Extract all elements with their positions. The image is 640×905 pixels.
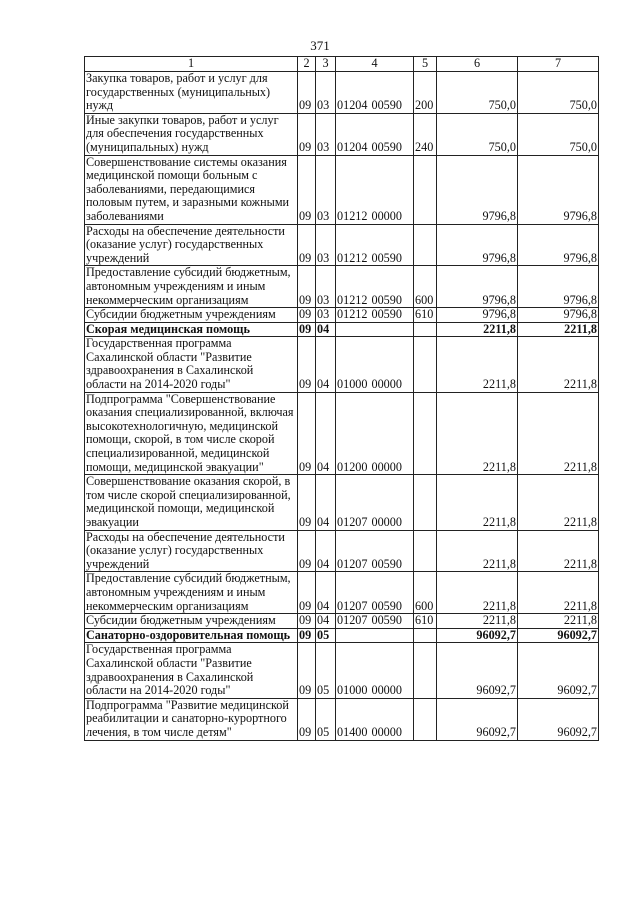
row-amount-col6: 750,0 [437,113,518,155]
row-section: 09 [298,643,316,698]
target-article-direction: 00000 [371,515,402,529]
row-expense-type: 240 [414,113,437,155]
target-article-program: 01204 [337,139,368,154]
row-subsection: 05 [316,698,336,740]
row-amount-col6: 9796,8 [437,266,518,308]
row-amount-col6: 9796,8 [437,155,518,224]
header-col-1: 1 [85,57,298,72]
row-target-article [336,643,414,698]
row-name: Предоставление субсидий бюджетным, автономным учреждениям и иным некоммерческим организациям [85,266,298,308]
target-article-direction: 00000 [371,377,402,392]
row-section: 09 [298,337,316,392]
target-article-direction: 00590 [371,598,402,613]
row-subsection: 05 [316,643,336,698]
table-row [85,113,599,155]
target-article-program: 01212 [337,292,368,307]
target-article-program: 01212 [337,307,368,322]
target-article-program: 01000 [337,683,368,698]
row-amount-col6: 750,0 [437,72,518,114]
target-article-program: 01207 [337,598,368,613]
target-article-direction: 00590 [371,613,402,628]
row-amount-col6: 2211,8 [437,475,518,530]
table-row [85,337,599,392]
row-amount-col6: 9796,8 [437,224,518,266]
target-article-direction: 00000 [371,459,402,474]
budget-table [84,56,599,741]
row-target-article [336,308,414,323]
row-subsection: 03 [316,155,336,224]
row-name: Государственная программа Сахалинской области "Развитие здравоохранения в Сахалинской области на 2014-2020 годы" [85,337,298,392]
row-expense-type [414,392,437,475]
row-amount-col6: 2211,8 [437,322,518,337]
header-row [85,57,599,72]
row-subsection: 03 [316,266,336,308]
table-row [85,628,599,643]
row-amount-col7: 2211,8 [518,572,599,614]
row-amount-col6: 9796,8 [437,308,518,323]
target-article-program: 01000 [337,377,368,392]
table-row [85,155,599,224]
row-section: 09 [298,530,316,572]
target-article-program: 01207 [337,613,368,628]
target-article-direction: 00590 [371,307,402,322]
row-name: Подпрограмма "Развитие медицинской реабилитации и санаторно-курортного лечения, в том числе детям" [85,698,298,740]
page-number: 371 [310,38,330,53]
row-amount-col6: 96092,7 [437,628,518,643]
row-section: 09 [298,155,316,224]
row-subsection: 04 [316,614,336,629]
row-target-article [336,572,414,614]
target-article-direction: 00000 [371,683,402,698]
row-target-article [336,698,414,740]
row-amount-col6: 2211,8 [437,614,518,629]
target-article-program: 01200 [337,459,368,474]
row-subsection: 05 [316,628,336,643]
row-section: 09 [298,224,316,266]
row-target-article [336,337,414,392]
target-article-program: 01400 [337,724,368,739]
row-name: Расходы на обеспечение деятельности (оказание услуг) государственных учреждений [85,530,298,572]
row-name: Подпрограмма "Совершенствование оказания специализированной, включая высокотехнологичную, медицинской помощи, скорой, в том числе скорой специализированной, медицинской помощи, медицинской эвакуации" [85,392,298,475]
row-name: Государственная программа Сахалинской области "Развитие здравоохранения в Сахалинской области на 2014-2020 годы" [85,643,298,698]
target-article-direction: 00590 [371,139,402,154]
row-amount-col7: 96092,7 [518,628,599,643]
table-row [85,475,599,530]
row-expense-type: 610 [414,308,437,323]
row-name: Санаторно-оздоровительная помощь [85,628,298,643]
table-row [85,322,599,337]
row-target-article [336,614,414,629]
row-section: 09 [298,572,316,614]
row-section: 09 [298,475,316,530]
row-amount-col7: 2211,8 [518,475,599,530]
row-target-article [336,155,414,224]
target-article-direction: 00000 [371,208,402,223]
row-expense-type [414,155,437,224]
table-row [85,72,599,114]
target-article-direction: 00590 [371,556,402,571]
row-section: 09 [298,628,316,643]
row-expense-type: 610 [414,614,437,629]
row-expense-type [414,337,437,392]
row-expense-type [414,698,437,740]
row-subsection: 04 [316,572,336,614]
target-article-program: 01207 [337,515,368,529]
row-subsection: 03 [316,308,336,323]
table-row [85,643,599,698]
row-amount-col7: 9796,8 [518,266,599,308]
header-col-3: 3 [316,57,336,72]
row-expense-type [414,530,437,572]
target-article-program: 01212 [337,208,368,223]
row-name: Скорая медицинская помощь [85,322,298,337]
row-section: 09 [298,322,316,337]
row-amount-col6: 2211,8 [437,530,518,572]
row-subsection: 04 [316,322,336,337]
header-col-4: 4 [336,57,414,72]
row-name: Закупка товаров, работ и услуг для государственных (муниципальных) нужд [85,72,298,114]
row-target-article [336,322,414,337]
row-subsection: 03 [316,72,336,114]
row-amount-col6: 2211,8 [437,337,518,392]
row-subsection: 04 [316,530,336,572]
row-expense-type [414,322,437,337]
target-article-direction: 00590 [371,250,402,265]
row-expense-type: 600 [414,266,437,308]
row-amount-col7: 2211,8 [518,614,599,629]
header-col-5: 5 [414,57,437,72]
row-subsection: 04 [316,337,336,392]
row-target-article [336,628,414,643]
row-name: Предоставление субсидий бюджетным, автономным учреждениям и иным некоммерческим организациям [85,572,298,614]
row-amount-col7: 2211,8 [518,392,599,475]
row-subsection: 04 [316,392,336,475]
row-expense-type: 600 [414,572,437,614]
row-expense-type [414,628,437,643]
table-row [85,614,599,629]
row-expense-type: 200 [414,72,437,114]
row-amount-col7: 2211,8 [518,530,599,572]
target-article-direction: 00590 [371,292,402,307]
row-target-article [336,475,414,530]
row-subsection: 04 [316,475,336,530]
row-amount-col7: 750,0 [518,113,599,155]
row-target-article [336,72,414,114]
row-name: Субсидии бюджетным учреждениям [85,614,298,629]
row-amount-col7: 2211,8 [518,322,599,337]
row-target-article [336,224,414,266]
table-row [85,308,599,323]
table-row [85,392,599,475]
row-amount-col7: 9796,8 [518,308,599,323]
row-amount-col6: 96092,7 [437,643,518,698]
row-subsection: 03 [316,113,336,155]
row-amount-col6: 2211,8 [437,392,518,475]
row-subsection: 03 [316,224,336,266]
row-section: 09 [298,392,316,475]
row-expense-type [414,224,437,266]
table-row [85,698,599,740]
row-amount-col7: 9796,8 [518,155,599,224]
row-section: 09 [298,614,316,629]
row-target-article [336,392,414,475]
row-section: 09 [298,308,316,323]
row-name: Субсидии бюджетным учреждениям [85,308,298,323]
table-row [85,530,599,572]
row-section: 09 [298,72,316,114]
row-amount-col7: 9796,8 [518,224,599,266]
table-row [85,572,599,614]
target-article-direction: 00000 [371,724,402,739]
row-name: Совершенствование системы оказания медицинской помощи больным с заболеваниями, передающимися половым путем, и заразными кожными заболеваниями [85,155,298,224]
row-expense-type [414,643,437,698]
table-header [85,57,599,72]
row-target-article [336,113,414,155]
table-row [85,266,599,308]
table-body [85,72,599,741]
row-section: 09 [298,113,316,155]
header-col-2: 2 [298,57,316,72]
target-article-direction: 00590 [371,98,402,113]
row-amount-col7: 96092,7 [518,643,599,698]
row-target-article [336,266,414,308]
row-section: 09 [298,698,316,740]
row-name: Расходы на обеспечение деятельности (оказание услуг) государственных учреждений [85,224,298,266]
target-article-program: 01204 [337,98,368,113]
row-amount-col7: 2211,8 [518,337,599,392]
row-amount-col7: 96092,7 [518,698,599,740]
target-article-program: 01207 [337,556,368,571]
header-col-6: 6 [437,57,518,72]
row-name: Иные закупки товаров, работ и услуг для обеспечения государственных (муниципальных) нужд [85,113,298,155]
header-col-7: 7 [518,57,599,72]
row-amount-col6: 96092,7 [437,698,518,740]
row-section: 09 [298,266,316,308]
target-article-program: 01212 [337,250,368,265]
row-name: Совершенствование оказания скорой, в том числе скорой специализированной, медицинской помощи, медицинской эвакуации [85,475,298,530]
row-amount-col7: 750,0 [518,72,599,114]
table-row [85,224,599,266]
row-amount-col6: 2211,8 [437,572,518,614]
row-target-article [336,530,414,572]
row-expense-type [414,475,437,530]
